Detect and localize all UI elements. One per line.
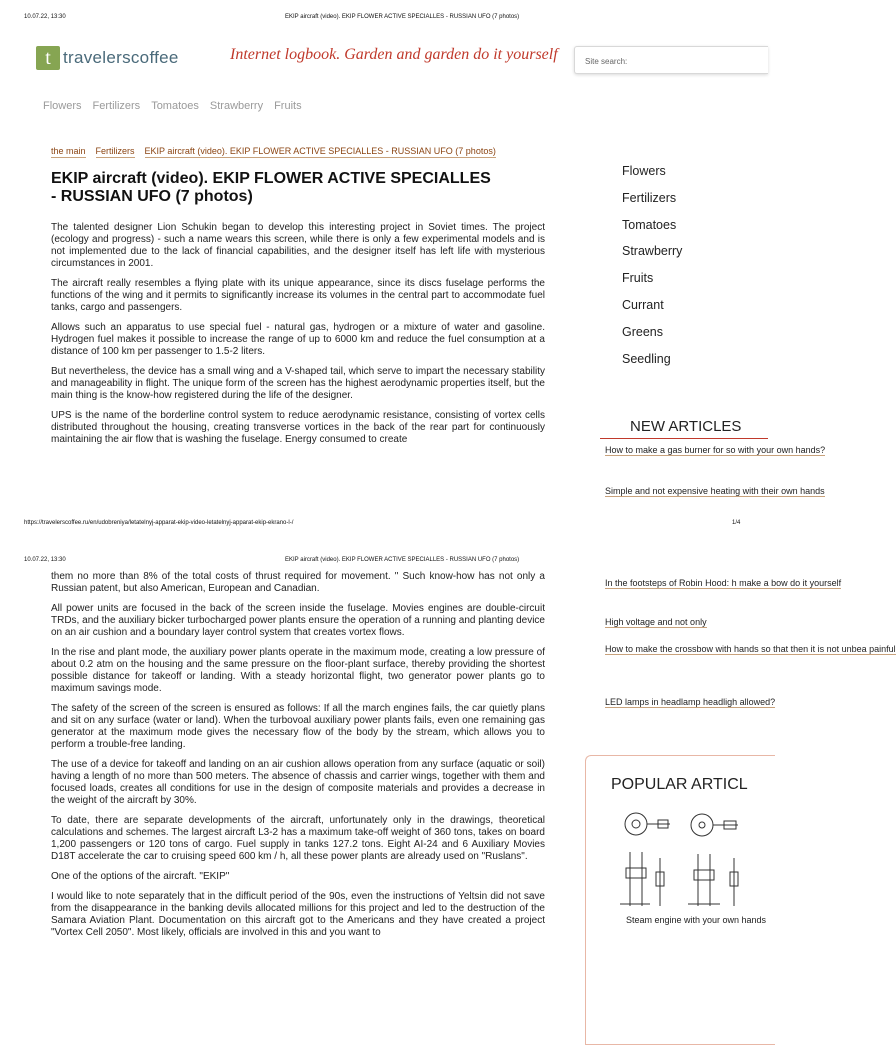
breadcrumb-home[interactable]: the main: [51, 146, 86, 156]
sidebar-item-strawberry[interactable]: Strawberry: [622, 244, 683, 259]
heading-underline: [600, 438, 768, 439]
sidebar-item-flowers[interactable]: Flowers: [622, 164, 666, 178]
print-timestamp: 10.07.22, 13:30: [24, 14, 66, 20]
nav-item-tomatoes[interactable]: Tomatoes: [151, 100, 199, 112]
search-input[interactable]: Site search:: [574, 46, 768, 74]
article-paragraph: The aircraft really resembles a flying plate with its unique appearance, since its discs fuselage performs the functions of the wing and it permits to significantly increase its volumes in the central part to accommodate fuel tanks, cargo and passengers.: [51, 278, 545, 313]
popular-article-caption[interactable]: Steam engine with your own hands: [625, 915, 767, 925]
print-doc-title: EKIP aircraft (video). EKIP FLOWER ACTIVE SPECIALLES - RUSSIAN UFO (7 photos): [285, 557, 520, 563]
sidebar-item-fruits[interactable]: Fruits: [622, 271, 654, 286]
breadcrumb: [51, 146, 496, 158]
print-header-page2: [0, 557, 768, 571]
popular-articles-heading: POPULAR ARTICL: [611, 776, 748, 793]
site-logo[interactable]: [36, 46, 179, 70]
new-article-link[interactable]: LED lamps in headlamp headligh allowed?: [605, 697, 776, 707]
article-paragraph: One of the options of the aircraft. "EKIP": [51, 871, 230, 882]
article-paragraph: The safety of the screen of the screen is ensured as follows: If all the march engines fails, the car quietly plans and sit on any surface (water or land). When the turbovoal auxiliary power plants fails, even one remaining gas generator at the maximum mode gives the necessary flow of the body by the stream, which allows you to perform a trouble-free landing.: [51, 703, 545, 750]
new-article-link[interactable]: High voltage and not only: [605, 617, 707, 627]
new-articles-heading: NEW ARTICLES: [630, 418, 742, 435]
print-header: [0, 14, 768, 28]
print-page-number: 1/4: [732, 520, 741, 526]
nav-item-fruits[interactable]: Fruits: [274, 100, 302, 112]
print-url: https://travelerscoffee.ru/en/udobreniya/letatelnyj-apparat-ekip-video-letatelnyj-apparat-ekip-ekrano-l-/: [24, 520, 294, 526]
top-nav: [43, 100, 302, 112]
new-article-link[interactable]: Simple and not expensive heating with their own hands: [605, 486, 825, 496]
sidebar-item-fertilizers[interactable]: Fertilizers: [622, 190, 677, 205]
nav-item-strawberry[interactable]: Strawberry: [209, 100, 264, 112]
nav-item-flowers[interactable]: Flowers: [43, 100, 82, 112]
article-paragraph: In the rise and plant mode, the auxiliary power plants operate in the maximum mode, creating a low pressure of about 0.2 atm on the housing and the same pressure on the floor-plant surface, thereby providing the shortest possible distance for takeoff or landing. With a steady horizontal flight, two generator power plants go to maximum savings mode.: [51, 647, 545, 694]
page-title: EKIP aircraft (video). EKIP FLOWER ACTIVE SPECIALLES - RUSSIAN UFO (7 photos): [51, 170, 491, 205]
sidebar-item-seedling[interactable]: Seedling: [622, 351, 671, 366]
logo-icon: t: [36, 46, 60, 70]
sidebar-categories: [622, 164, 682, 378]
sidebar-item-currant[interactable]: Currant: [622, 297, 664, 312]
sidebar-item-tomatoes[interactable]: Tomatoes: [622, 217, 677, 232]
logo-text: travelerscoffee: [63, 48, 179, 67]
article-paragraph: All power units are focused in the back of the screen inside the fuselage. Movies engines are double-circuit TRDs, and the auxiliary bicker turbocharged power plants ensure the operation of a running and planting device on an air cushion and a boundary layer control system that creates vortex flows.: [51, 603, 545, 638]
article-paragraph: UPS is the name of the borderline control system to reduce aerodynamic resistance, consisting of vortex cells distributed throughout the housing, creating transverse vortices in the back of the rear part for continuously maintaining the air flow that is washing the fuselage. Energy consumed to create: [51, 410, 545, 445]
new-article-link[interactable]: How to make a gas burner for so with your own hands?: [605, 445, 826, 455]
print-timestamp: 10.07.22, 13:30: [24, 557, 66, 563]
breadcrumb-category[interactable]: Fertilizers: [95, 146, 135, 156]
article-paragraph: Allows such an apparatus to use special fuel - natural gas, hydrogen or a mixture of water and gasoline. Hydrogen fuel makes it possible to increase the range of up to 6000 km and reduce the fuel consumption at a distance of 100 km per passenger to 1.5-2 liters.: [51, 322, 545, 357]
article-paragraph: The talented designer Lion Schukin began to develop this interesting project in Soviet times. The project (ecology and progress) - such a name wears this screen, while there is only a few experimental models and is not implemented due to the lack of financial capabilities, and the designer itself has left life with mysterious circumstances in 2001.: [51, 222, 545, 269]
new-article-link[interactable]: In the footsteps of Robin Hood: h make a bow do it yourself: [605, 578, 842, 588]
article-body-page2: [51, 571, 545, 1024]
sidebar-item-greens[interactable]: Greens: [622, 324, 663, 339]
nav-item-fertilizers[interactable]: Fertilizers: [92, 100, 141, 112]
article-paragraph: To date, there are separate developments of the aircraft, unfortunately only in the drawings, theoretical calculations and schemes. The largest aircraft L3-2 has a maximum take-off weight of 360 tons, takes on board 1,200 passengers or 120 tons of cargo. Fuel supply in tanks 127.2 tons. Eight AI-24 and 6 Auxiliary Movies D18T accelerate the car to cruising speed 600 km / h, all these power plants are already used on "Ruslans".: [51, 815, 545, 862]
new-article-link[interactable]: How to make the crossbow with hands so that then it is not unbea painful: [605, 644, 896, 654]
print-doc-title: EKIP aircraft (video). EKIP FLOWER ACTIVE SPECIALLES - RUSSIAN UFO (7 photos): [285, 14, 520, 20]
article-paragraph: I would like to note separately that in the difficult period of the 90s, even the instructions of Yeltsin did not save from the disappearance in the banking devils allocated millions for this project and led to the destruction of the Samara Aviation Plant. Documentation on this aircraft got to the Americans and they have created a project "Vortex Cell 2050". Most likely, officials are involved in this and you want to: [51, 891, 545, 938]
article-body-page1: [51, 222, 545, 492]
article-paragraph: But nevertheless, the device has a small wing and a V-shaped tail, which serve to impart the necessary stability and manageability in flight. The unique form of the screen has the highest aerodynamic properties itself, but the main thing is the know-how registered during the life of the designer.: [51, 366, 545, 401]
article-paragraph: them no more than 8% of the total costs of thrust required for movement. " Such know-how has not only a Russian patent, but also American, European and Canadian.: [51, 571, 545, 594]
breadcrumb-current[interactable]: EKIP aircraft (video). EKIP FLOWER ACTIVE SPECIALLES - RUSSIAN UFO (7 photos): [144, 146, 496, 156]
steam-engine-diagram-image[interactable]: [620, 810, 768, 910]
site-tagline: Internet logbook. Garden and garden do it yourself: [230, 46, 558, 63]
article-paragraph: The use of a device for takeoff and landing on an air cushion allows operation from any surface (aquatic or soil) having a length of no more than 500 meters. The absence of chassis and carrier wings, together with them and focused loads, creates all conditions for use in the design of composite materials and provides a decrease in the weight of the aircraft by 30%.: [51, 759, 545, 806]
